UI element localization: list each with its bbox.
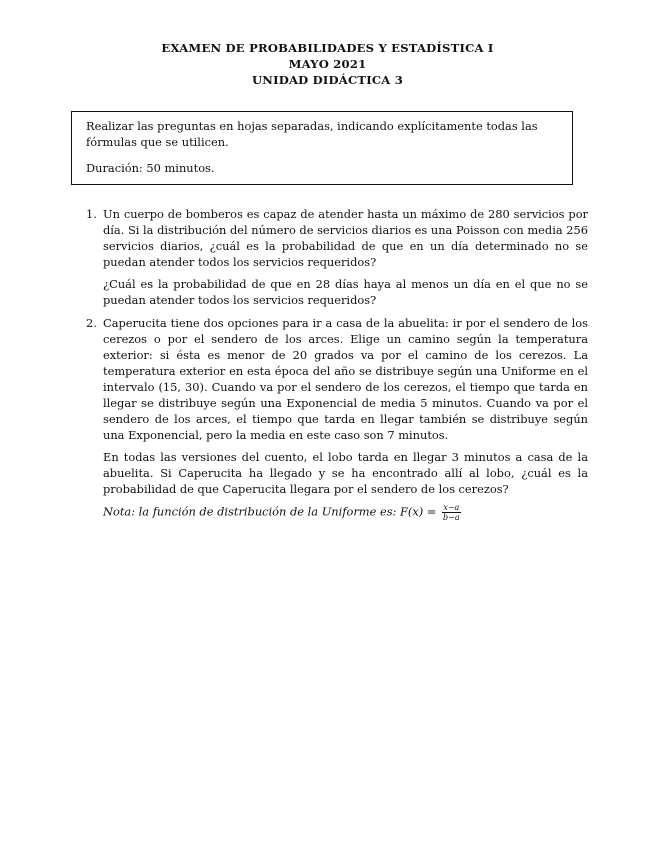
note (103, 503, 588, 522)
question-number: 1. (86, 207, 97, 221)
exam-header (0, 40, 655, 88)
question-2 (86, 315, 588, 522)
question-paragraph: Caperucita tiene dos opciones para ir a casa de la abuelita: ir por el sendero de los cerezos o por el sendero de los arces. Elige un camino según la temperatura exterior: si ésta es menor de 20 grados va por el camino de los cerezos. La temperatura exterior en esta época del año se distribuye según una Uniforme en el intervalo (15, 30). Cuando va por el sendero de los cerezos, el tiempo que tarda en llegar se distribuye según una Exponencial de media 5 minutos. Cuando va por el sendero de los arces, el tiempo que tarda en llegar también se distribuye según una Exponencial, pero la media en este caso son 7 minutos. (103, 316, 588, 442)
question-1 (86, 206, 588, 308)
exam-date: MAYO 2021 (288, 57, 367, 71)
instructions-box (71, 111, 573, 185)
fraction-numerator: x−a (443, 503, 460, 512)
exam-title: EXAMEN DE PROBABILIDADES Y ESTADÍSTICA I (161, 41, 494, 55)
note-text: Nota: la función de distribución de la Uniforme es: (103, 504, 401, 519)
exam-unit: UNIDAD DIDÁCTICA 3 (251, 73, 403, 87)
question-paragraph: En todas las versiones del cuento, el lobo tarda en llegar 3 minutos a casa de la abuelita. Si Caperucita ha llegado y se ha encontrado allí al lobo, ¿cuál es la probabilidad de que Caperucita llegara por el sendero de los cerezos? (103, 450, 588, 496)
question-number: 2. (86, 316, 97, 330)
instructions-text: Realizar las preguntas en hojas separadas, indicando explícitamente todas las fórmulas que se utilicen. (86, 119, 538, 149)
fraction-denominator: b−a (443, 513, 460, 522)
note-formula: F(x) = (400, 504, 441, 519)
fraction (442, 503, 461, 522)
question-paragraph: ¿Cuál es la probabilidad de que en 28 días haya al menos un día en el que no se puedan atender todos los servicios requeridos? (103, 277, 588, 307)
question-paragraph: Un cuerpo de bomberos es capaz de atender hasta un máximo de 280 servicios por día. Si la distribución del número de servicios diarios es una Poisson con media 256 servicios diarios, ¿cuál es la probabilidad de que en un día determinado no se puedan atender todos los servicios requeridos? (103, 207, 589, 269)
duration-text: Duración: 50 minutos. (86, 161, 215, 175)
